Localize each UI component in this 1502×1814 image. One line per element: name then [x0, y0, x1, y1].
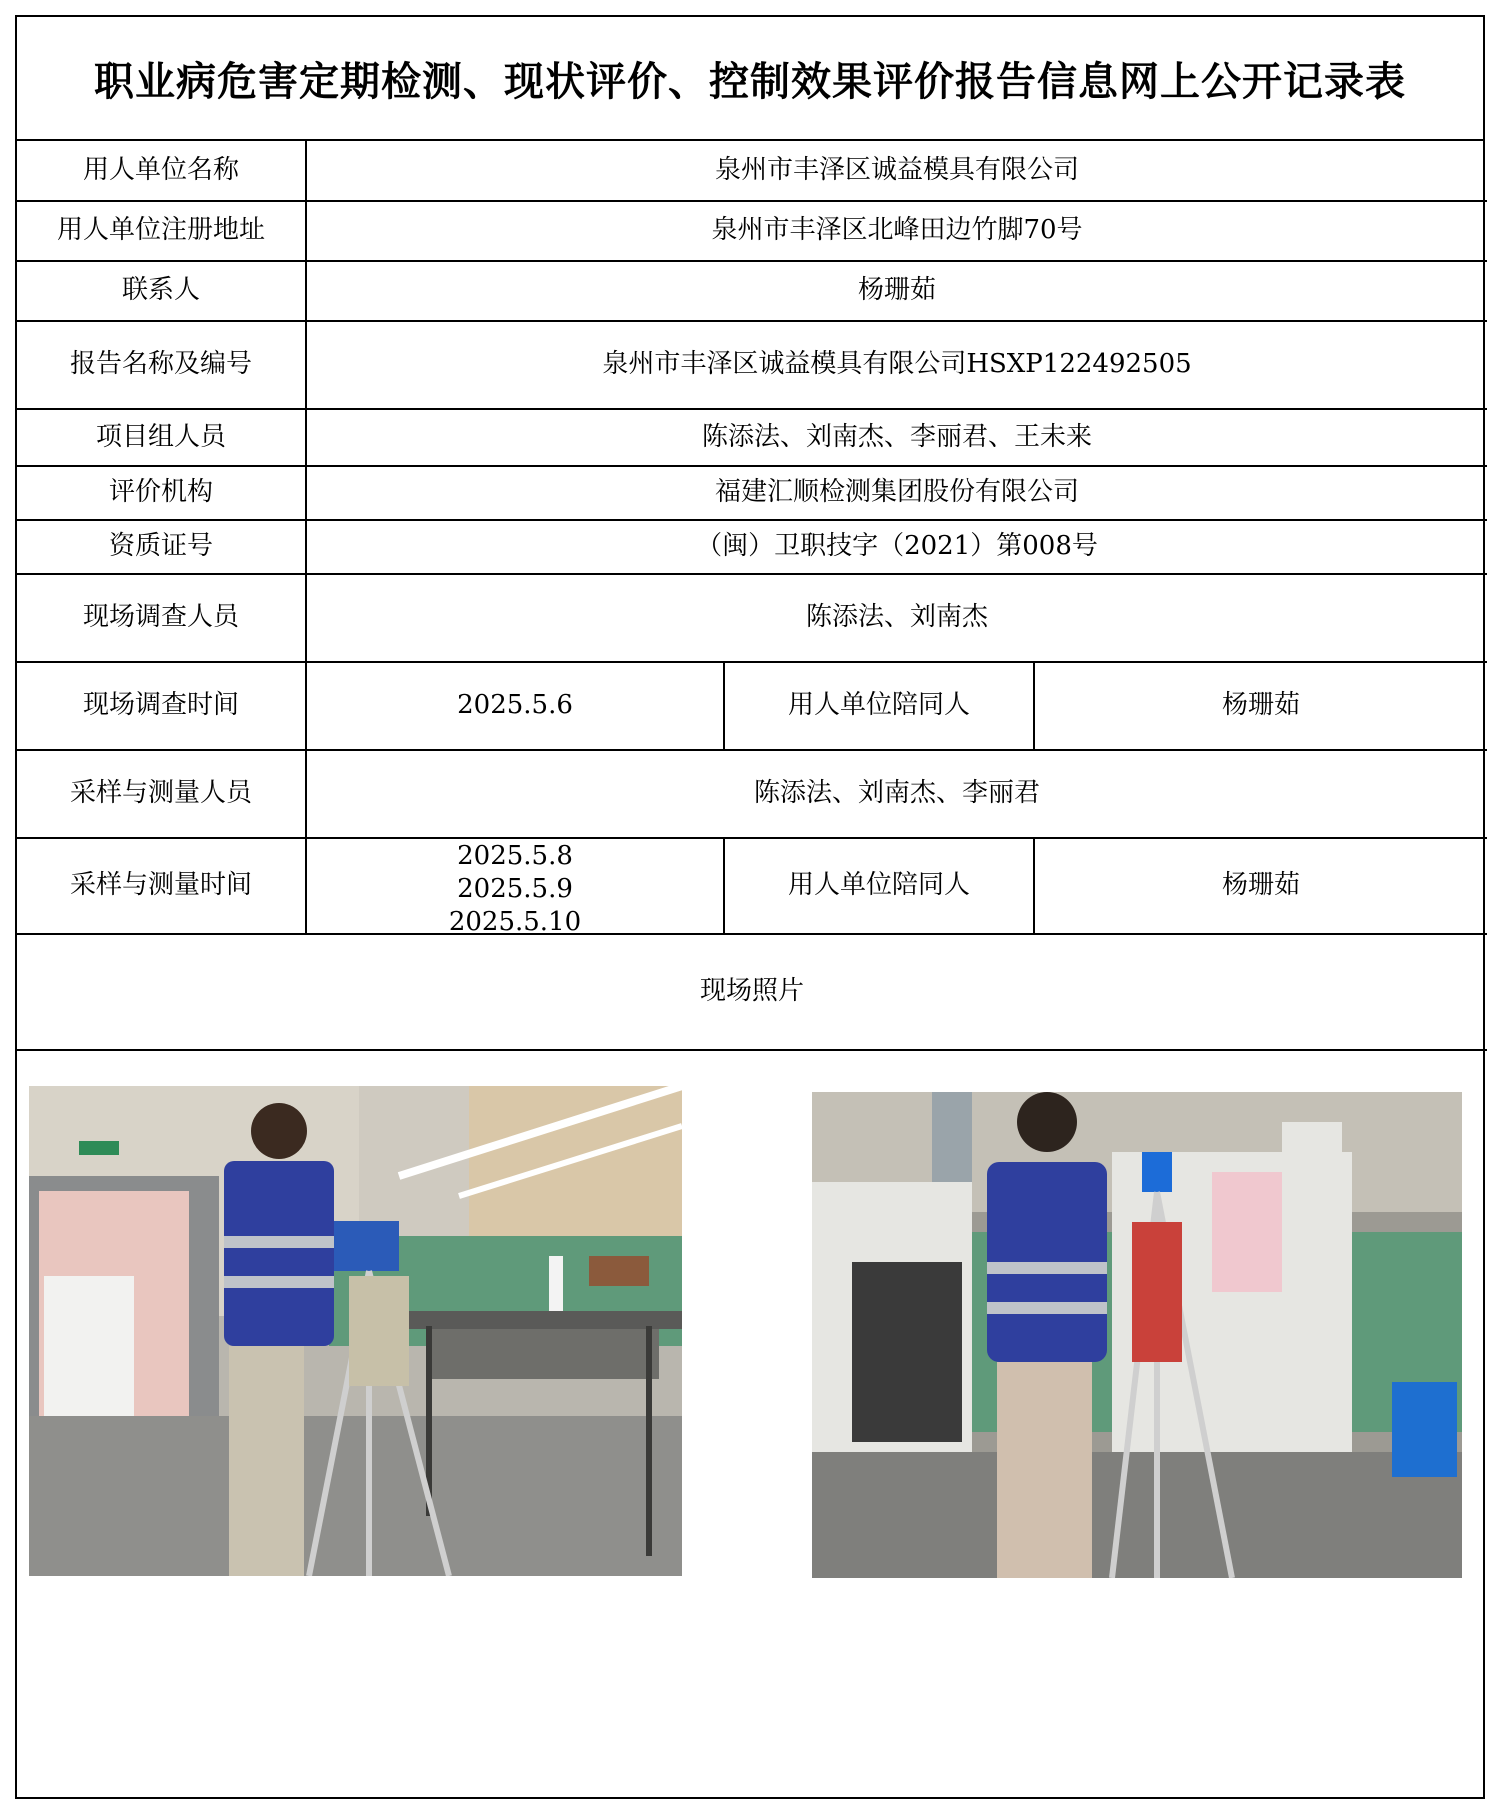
- page-title: 职业病危害定期检测、现状评价、控制效果评价报告信息网上公开记录表: [17, 17, 1483, 141]
- row-survey-staff: [17, 574, 1487, 662]
- info-table: [17, 141, 1487, 1051]
- label-employer-name: 用人单位名称: [17, 141, 306, 201]
- value-agency: 福建汇顺检测集团股份有限公司: [306, 466, 1487, 520]
- sampling-date-3: 2025.5.10: [448, 907, 582, 932]
- label-sampling-time: 采样与测量时间: [17, 838, 306, 934]
- value-survey-staff: 陈添法、刘南杰: [306, 574, 1487, 662]
- record-form: [15, 15, 1485, 1799]
- value-sampling-staff: 陈添法、刘南杰、李丽君: [306, 750, 1487, 838]
- label-agency: 评价机构: [17, 466, 306, 520]
- label-report-name: 报告名称及编号: [17, 321, 306, 409]
- label-certificate: 资质证号: [17, 520, 306, 574]
- row-sampling-time: [17, 838, 1487, 934]
- row-agency: [17, 466, 1487, 520]
- value-sampling-dates: [306, 838, 724, 934]
- row-survey-time: [17, 662, 1487, 750]
- value-report-name: 泉州市丰泽区诚益模具有限公司HSXP122492505: [306, 321, 1487, 409]
- value-certificate: （闽）卫职技字（2021）第008号: [306, 520, 1487, 574]
- value-project-members: 陈添法、刘南杰、李丽君、王未来: [306, 409, 1487, 466]
- photos-area: [17, 1062, 1483, 1797]
- label-survey-companion: 用人单位陪同人: [724, 662, 1034, 750]
- row-sampling-staff: [17, 750, 1487, 838]
- label-employer-address: 用人单位注册地址: [17, 201, 306, 261]
- site-photo-2: [812, 1092, 1462, 1578]
- label-project-members: 项目组人员: [17, 409, 306, 466]
- row-certificate: [17, 520, 1487, 574]
- row-contact: [17, 261, 1487, 321]
- photos-heading: 现场照片: [17, 934, 1487, 1050]
- value-sampling-companion: 杨珊茹: [1034, 838, 1487, 934]
- value-survey-time: 2025.5.6: [306, 662, 724, 750]
- label-contact: 联系人: [17, 261, 306, 321]
- row-photos-heading: [17, 934, 1487, 1050]
- row-employer-address: [17, 201, 1487, 261]
- value-contact: 杨珊茹: [306, 261, 1487, 321]
- row-report-name: [17, 321, 1487, 409]
- site-photo-1: [29, 1086, 682, 1576]
- label-survey-staff: 现场调查人员: [17, 574, 306, 662]
- value-employer-address: 泉州市丰泽区北峰田边竹脚70号: [306, 201, 1487, 261]
- row-employer-name: [17, 141, 1487, 201]
- label-sampling-staff: 采样与测量人员: [17, 750, 306, 838]
- row-project-members: [17, 409, 1487, 466]
- value-employer-name: 泉州市丰泽区诚益模具有限公司: [306, 141, 1487, 201]
- value-survey-companion: 杨珊茹: [1034, 662, 1487, 750]
- label-survey-time: 现场调查时间: [17, 662, 306, 750]
- sampling-date-2: 2025.5.9: [457, 874, 573, 904]
- label-sampling-companion: 用人单位陪同人: [724, 838, 1034, 934]
- sampling-date-1: 2025.5.8: [457, 841, 573, 871]
